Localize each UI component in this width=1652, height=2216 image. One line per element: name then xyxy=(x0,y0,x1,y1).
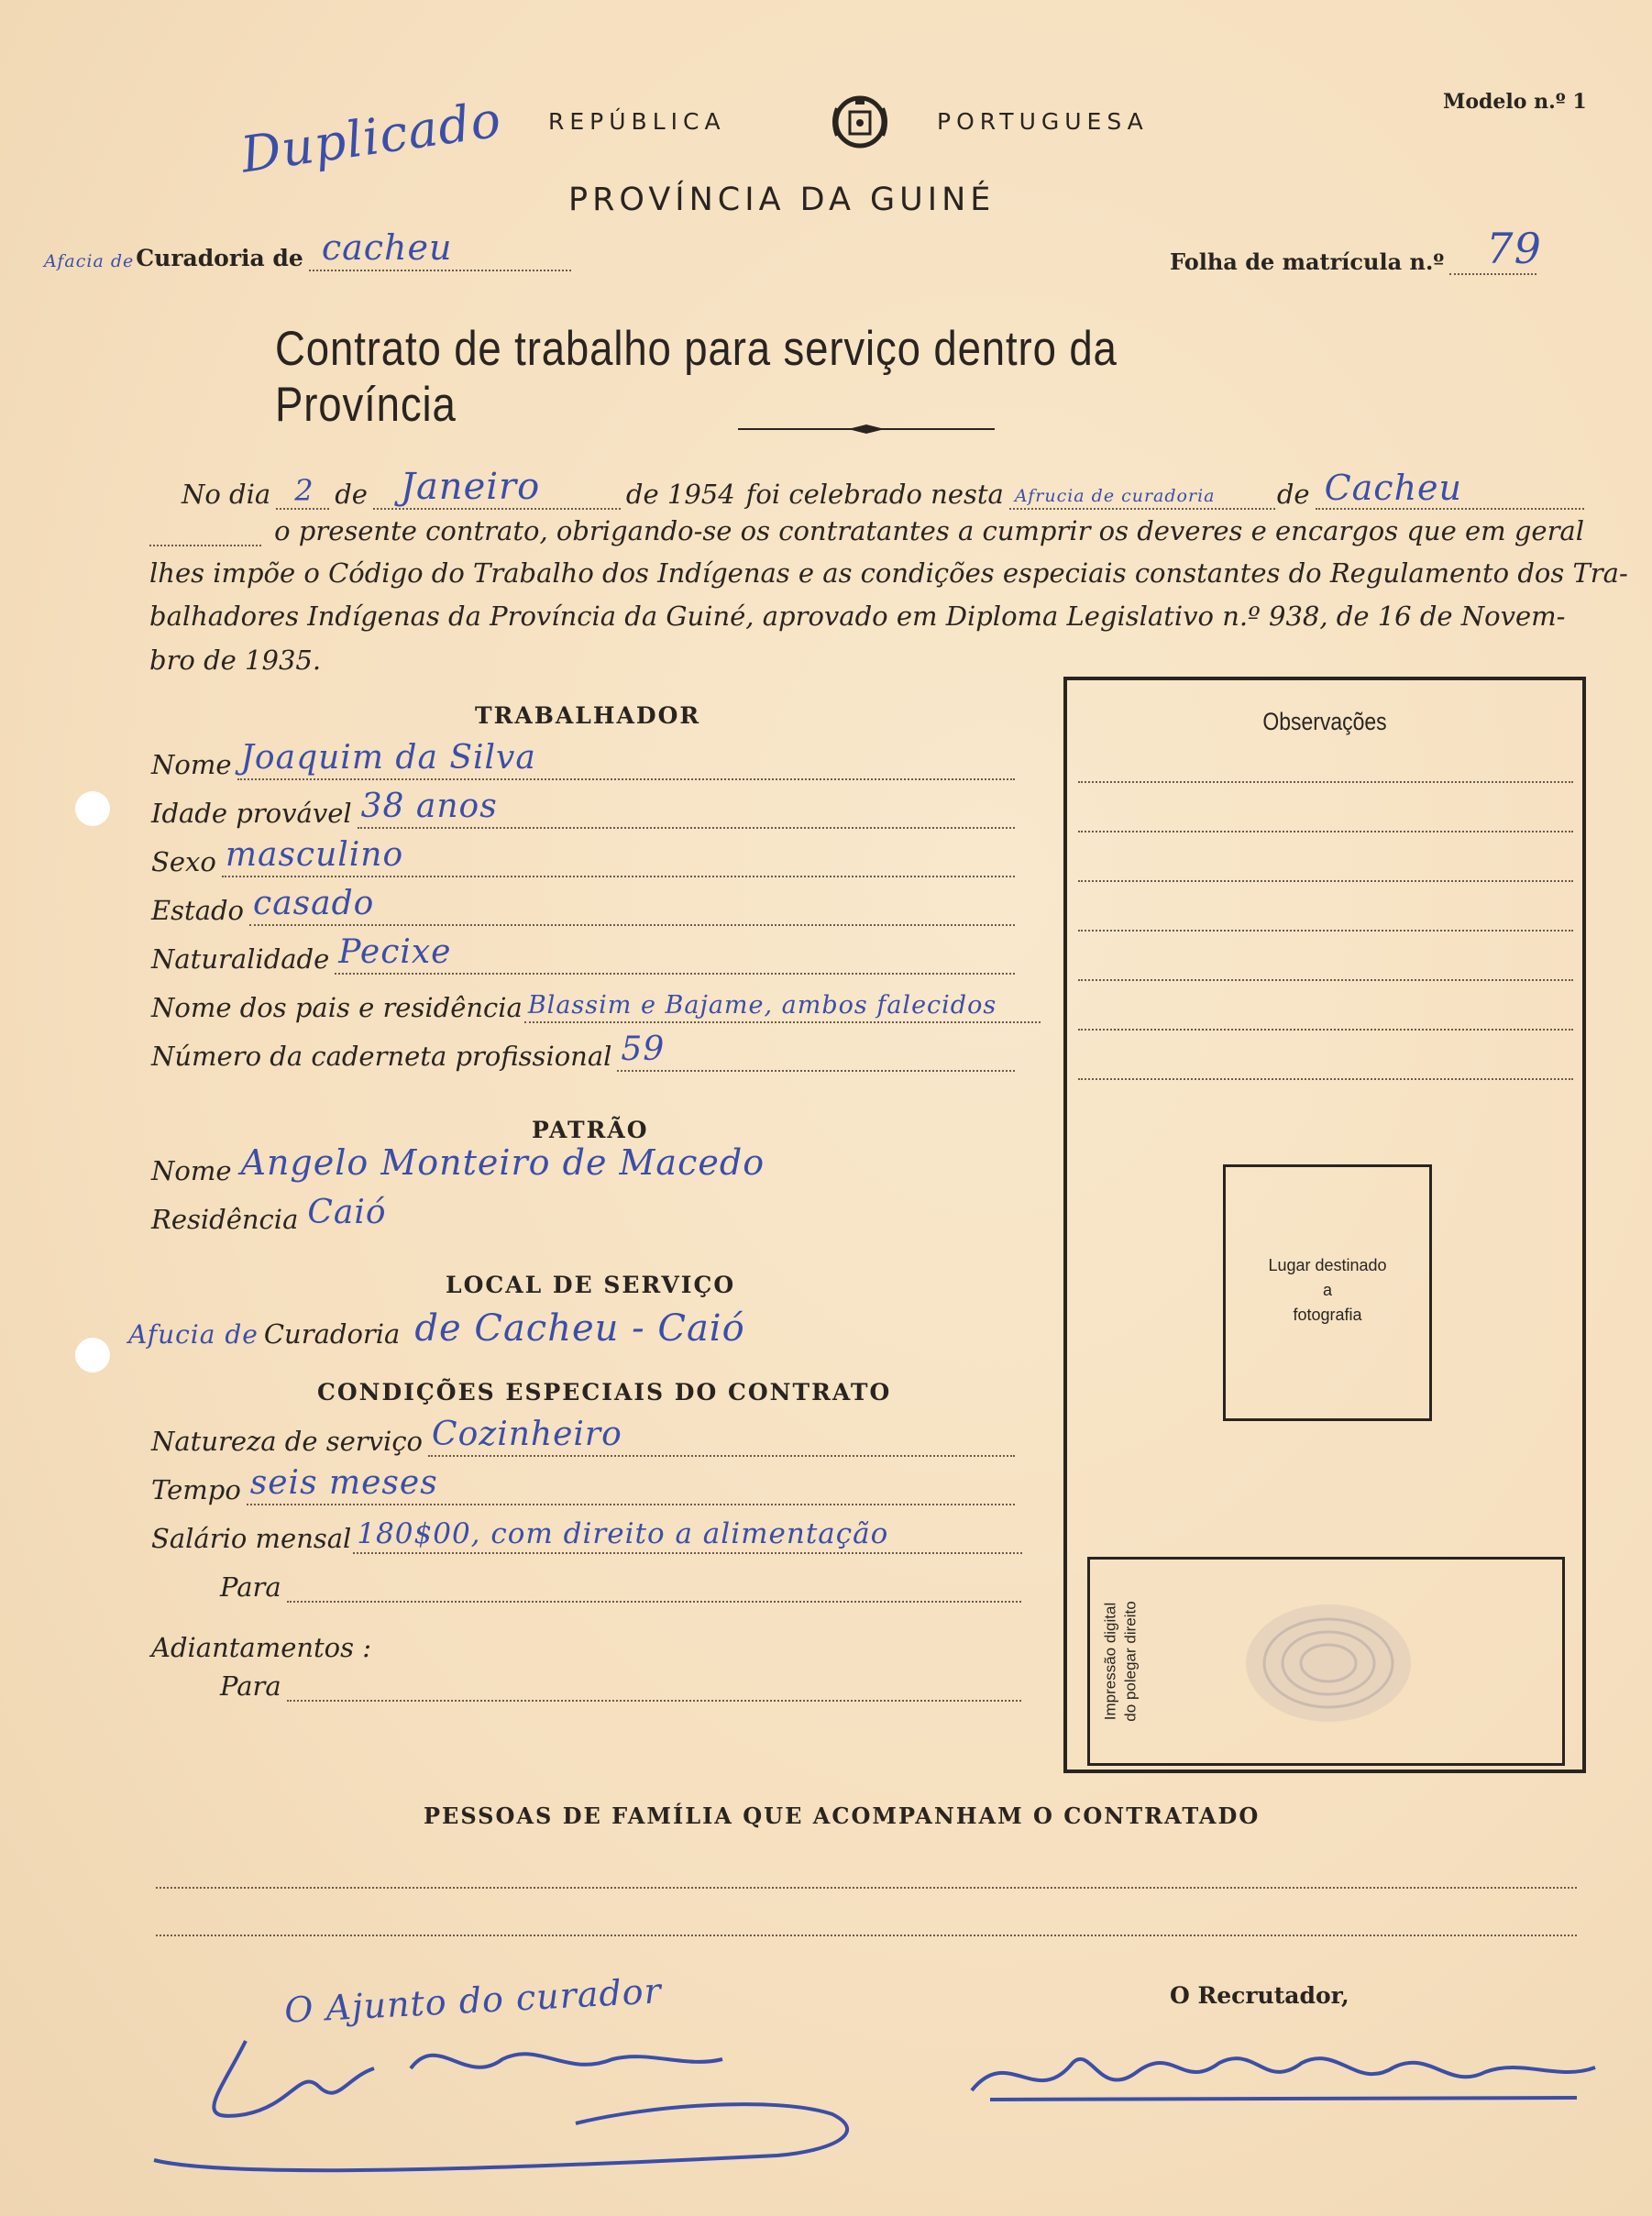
familia-heading: PESSOAS DE FAMÍLIA QUE ACOMPANHAM O CONTRATADO xyxy=(424,1803,1261,1829)
nome-label: Nome xyxy=(151,749,232,780)
field-salario xyxy=(151,1517,1022,1554)
intro-text-4: balhadores Indígenas da Província da Guiné, aprovado em Diploma Legislativo n.º 938, de 16 de Novem- xyxy=(149,601,1566,632)
natureza-value: Cozinheiro xyxy=(432,1416,622,1453)
intro-place-hand-field xyxy=(1009,477,1275,510)
portuguesa-label: PORTUGUESA xyxy=(937,108,1149,135)
thumbprint-icon xyxy=(1237,1594,1420,1736)
field-caderneta xyxy=(151,1031,1015,1072)
intro-month-field xyxy=(373,466,621,510)
field-tempo xyxy=(151,1464,1015,1505)
curadoria-label: Curadoria de xyxy=(136,245,303,271)
intro-place-hand: Afrucia de curadoria xyxy=(1014,486,1216,506)
intro-de-1: de xyxy=(335,479,368,510)
intro-de-2: de xyxy=(1276,479,1310,510)
local-prefix: Afucia de xyxy=(128,1319,259,1350)
intro-month: Janeiro xyxy=(400,466,541,508)
folha-field xyxy=(1449,224,1542,275)
pais-label: Nome dos pais e residência xyxy=(151,992,523,1023)
caderneta-value: 59 xyxy=(621,1031,666,1068)
thumb-label xyxy=(1094,1560,1149,1763)
republica-label: REPÚBLICA xyxy=(548,108,726,135)
photo-line-3: fotografia xyxy=(1293,1306,1362,1324)
caderneta-label: Número da caderneta profissional xyxy=(151,1041,612,1072)
intro-line-1 xyxy=(182,466,1584,510)
curadoria-row xyxy=(44,227,571,271)
field-residencia xyxy=(151,1194,1015,1235)
intro-line-2 xyxy=(149,515,1584,546)
field-natureza xyxy=(151,1416,1015,1457)
intro-text-5: bro de 1935. xyxy=(149,645,322,676)
salario-value: 180$00, com direito a alimentação xyxy=(357,1517,889,1550)
idade-label: Idade provável xyxy=(151,798,352,829)
salario-label: Salário mensal xyxy=(151,1523,352,1554)
adiantamentos-label: Adiantamentos : xyxy=(151,1632,372,1663)
intro-foi-celebrado: foi celebrado nesta xyxy=(745,479,1004,510)
intro-day: 2 xyxy=(294,473,314,508)
modelo-label: Modelo n.º 1 xyxy=(1443,90,1587,114)
coat-of-arms-icon xyxy=(828,90,892,154)
nome-value: Joaquim da Silva xyxy=(240,739,536,777)
thumb-line-1: Impressão digital xyxy=(1102,1602,1119,1721)
local-heading: LOCAL DE SERVIÇO xyxy=(446,1272,736,1298)
ajunto-label: O Ajunto do curador xyxy=(283,1970,663,2031)
observacoes-lines xyxy=(1078,733,1573,1080)
intro-no-dia: No dia xyxy=(182,479,271,510)
trabalhador-heading: TRABALHADOR xyxy=(475,702,701,729)
left-signature xyxy=(136,2013,887,2191)
field-naturalidade xyxy=(151,933,1015,975)
photo-line-1: Lugar destinado xyxy=(1268,1256,1387,1274)
provincia-title: PROVÍNCIA DA GUINÉ xyxy=(568,182,996,218)
naturalidade-value: Pecixe xyxy=(338,933,452,971)
patrao-heading: PATRÃO xyxy=(532,1117,649,1143)
thumb-line-2: do polegar direito xyxy=(1122,1601,1140,1722)
curadoria-prefix: Afacia de xyxy=(44,251,135,271)
punch-hole-top xyxy=(75,791,110,826)
para-1-label: Para xyxy=(220,1571,281,1603)
field-nome xyxy=(151,739,1015,780)
intro-blank-field xyxy=(149,517,261,546)
familia-line-1 xyxy=(156,1854,1577,1889)
local-value: de Cacheu - Caió xyxy=(414,1307,745,1350)
intro-text-3: lhes impõe o Código do Trabalho dos Indígenas e as condições especiais constantes do Regulamento dos Tra- xyxy=(149,557,1628,589)
contract-title: Contrato de trabalho para serviço dentro da Província xyxy=(275,322,1118,432)
naturalidade-label: Naturalidade xyxy=(151,943,330,975)
field-patrao-nome xyxy=(151,1142,1015,1186)
intro-year: de 1954 xyxy=(625,479,735,510)
intro-place-field xyxy=(1316,468,1584,510)
residencia-label: Residência xyxy=(151,1204,299,1235)
condicoes-heading: CONDIÇÕES ESPECIAIS DO CONTRATO xyxy=(317,1379,892,1406)
photo-box xyxy=(1223,1164,1432,1421)
recrutador-label: O Recrutador, xyxy=(1170,1982,1349,2009)
observacoes-heading: Observações xyxy=(1262,708,1387,735)
duplicado-stamp: Duplicado xyxy=(237,90,505,184)
idade-value: 38 anos xyxy=(360,788,498,825)
photo-line-2: a xyxy=(1322,1281,1332,1299)
title-ornament xyxy=(738,422,995,435)
punch-hole-bottom xyxy=(75,1338,110,1373)
estado-value: casado xyxy=(253,885,375,922)
tempo-value: seis meses xyxy=(249,1464,438,1502)
curadoria-value: cacheu xyxy=(321,227,453,268)
folha-label: Folha de matrícula n.º xyxy=(1170,248,1445,275)
intro-text-2: o presente contrato, obrigando-se os contratantes a cumprir os deveres e encargos que em geral xyxy=(274,515,1584,546)
sexo-value: masculino xyxy=(225,836,404,874)
sexo-label: Sexo xyxy=(151,846,216,877)
intro-place: Cacheu xyxy=(1324,468,1463,508)
field-para-1 xyxy=(220,1570,1021,1603)
para-2-label: Para xyxy=(220,1670,281,1702)
natureza-label: Natureza de serviço xyxy=(151,1426,424,1457)
thumbprint-box xyxy=(1087,1557,1565,1766)
patrao-nome-label: Nome xyxy=(151,1155,232,1186)
patrao-nome-value: Angelo Monteiro de Macedo xyxy=(240,1142,765,1183)
folha-value: 79 xyxy=(1486,224,1542,273)
folha-row xyxy=(1170,224,1542,275)
local-label: Curadoria xyxy=(263,1318,401,1350)
recrutador-signature xyxy=(953,2026,1613,2131)
field-sexo xyxy=(151,836,1015,877)
curadoria-field xyxy=(309,227,571,271)
field-idade xyxy=(151,788,1015,829)
pais-value: Blassim e Bajame, ambos falecidos xyxy=(527,991,997,1020)
field-pais xyxy=(151,990,1041,1023)
familia-line-2 xyxy=(156,1902,1577,1936)
intro-day-field xyxy=(276,473,329,510)
field-estado xyxy=(151,885,1015,926)
estado-label: Estado xyxy=(151,895,245,926)
residencia-value: Caió xyxy=(307,1194,387,1231)
tempo-label: Tempo xyxy=(151,1474,241,1505)
field-para-2 xyxy=(220,1669,1021,1702)
local-row xyxy=(128,1307,1008,1350)
